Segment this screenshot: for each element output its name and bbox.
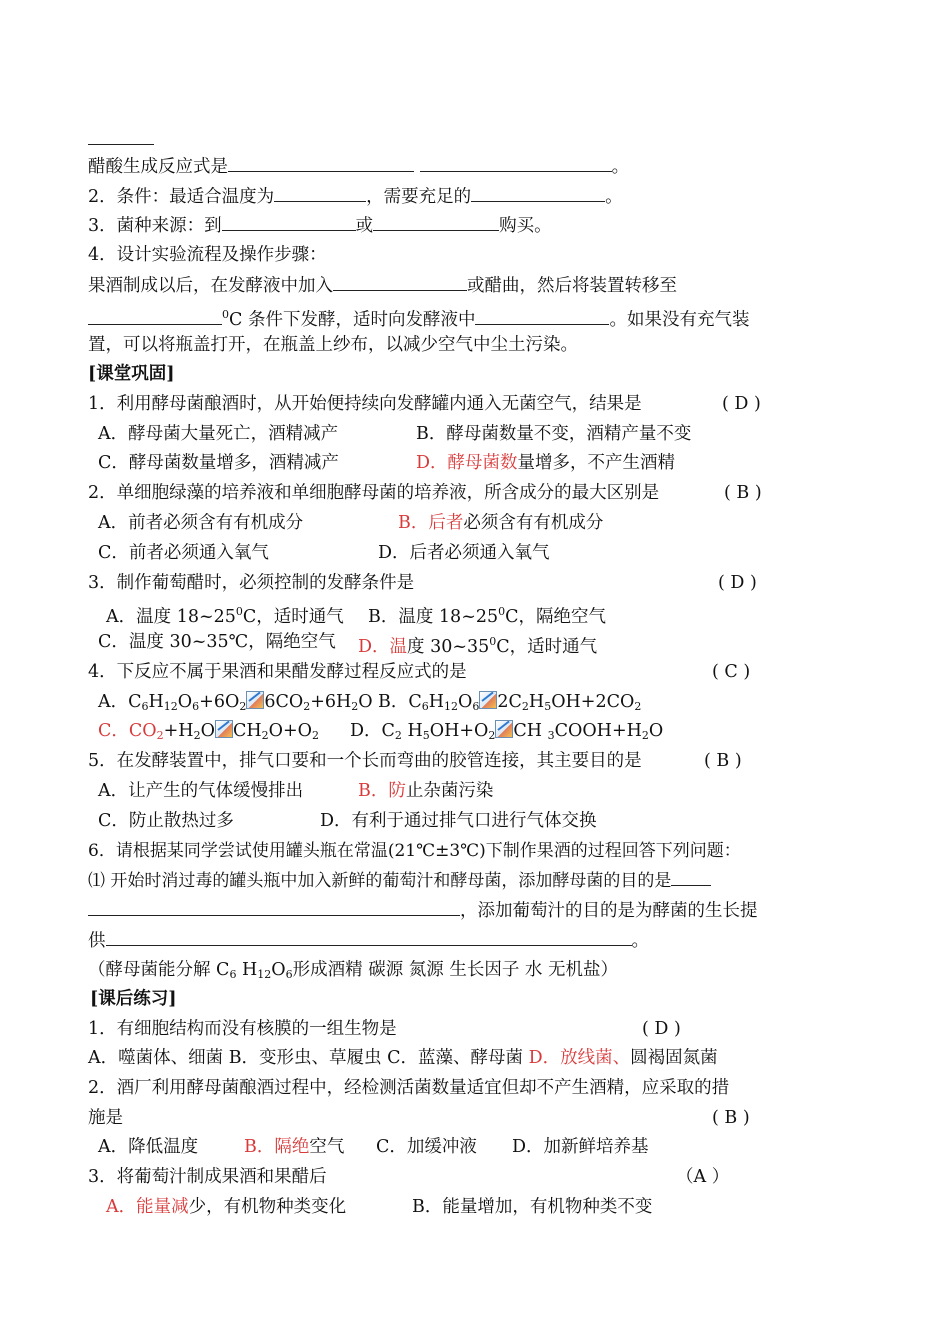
option-c: C．温度 30~35℃，隔绝空气 (98, 632, 336, 652)
option-c: C．加缓冲液 (376, 1137, 477, 1157)
text: C 条件下发酵，适时向发酵液中 (229, 310, 476, 330)
question-stem: 4．下反应不属于果酒和果醋发酵过程反应式的是 (88, 662, 467, 682)
answer-highlight: B．隔绝 (244, 1137, 310, 1157)
text: 。如果没有充气装 (609, 310, 750, 330)
text: 形成酒精 碳源 氮源 生长因子 水 无机盐） (292, 960, 618, 980)
question-stem: 5．在发酵装置中，排气口要和一个长而弯曲的胶管连接，其主要目的是 (88, 751, 642, 771)
blank (222, 212, 356, 231)
option-b: B．能量增加，有机物种类不变 (412, 1197, 653, 1217)
option-d (358, 629, 597, 660)
option-b (358, 778, 493, 804)
question-5 (88, 748, 642, 774)
question-stem: 2．单细胞绿藻的培养液和单细胞酵母菌的培养液，所含成分的最大区别是 (88, 483, 660, 503)
text: 购买。 (499, 216, 552, 236)
text: 置，可以将瓶盖打开，在瓶盖上纱布，以减少空气中尘土污染。 (88, 335, 578, 355)
answer-highlight: D．温 (358, 637, 408, 657)
text: 4．设计实验流程及操作步骤： (88, 245, 327, 265)
text: 果酒制成以后，在发酵液中加入 (88, 276, 333, 296)
option-a (106, 1197, 346, 1217)
blank (228, 153, 414, 172)
question-stem: 2．酒厂利用酵母菌酿酒过程中，经检测活菌数量适宜但却不产生酒精，应采取的措 (88, 1078, 730, 1098)
options-row (98, 718, 664, 744)
answer-note: （酵母菌能分解 $C_6$ $H_{12}O_6$形成酒精 碳源 氮源 生长因子 水 无机盐） (88, 960, 618, 981)
answer-highlight: D．酵母菌数 (416, 453, 518, 473)
blank (671, 867, 711, 886)
blank (475, 306, 609, 325)
text: 圆褐固氮菌 (630, 1048, 718, 1068)
option-c: C．$CO_2+H_2O$ $CH_2O+O_2$ (98, 721, 319, 742)
text-line (88, 242, 327, 268)
fill-line-temperature (88, 302, 749, 328)
answer-mark: ( D ) (642, 1019, 681, 1039)
text: ，添加葡萄汁的目的是为酵菌的生长提 (460, 901, 758, 921)
text: 。 (631, 931, 649, 951)
text: 2．条件：最适合温度为 (88, 187, 275, 207)
reaction-arrow-image-icon (479, 691, 497, 709)
options-row (98, 540, 550, 566)
text: 少，有机物种类变化 (188, 1197, 347, 1217)
text: C，适时通气 (242, 607, 344, 627)
answer-mark: （A ） (676, 1167, 730, 1187)
option-b (244, 1134, 344, 1160)
option-c: C．防止散热过多 (98, 811, 234, 831)
question-stem: 施是 (88, 1108, 123, 1128)
text: 醋酸生成反应式是 (88, 157, 228, 177)
option-a: A．$C_6H_{12}O_6+6O_2$ $6CO_2+6H_2O$ (98, 692, 373, 713)
options-row (98, 421, 692, 447)
option-b (368, 599, 606, 630)
question-1 (88, 391, 642, 417)
options-row (98, 808, 597, 834)
option-a: A．酵母菌大量死亡，酒精减产 (98, 424, 339, 444)
option-b: B．$C_6H_{12}O_6$ $2C_2H_5OH+2CO_2$ (378, 692, 642, 713)
text: 。 (605, 187, 623, 207)
reaction-arrow-image-icon (495, 720, 513, 738)
answer-highlight: A．能量减 (106, 1197, 189, 1217)
fill-line-source (88, 212, 552, 238)
options-row (98, 778, 494, 804)
option-d: D．$C_2$ $H_5OH+O_2$ CH $_3COOH+H_2O$ (350, 721, 664, 742)
text: 必须含有有机成分 (463, 513, 604, 533)
label: C． (98, 721, 129, 741)
exercise-3 (88, 1164, 327, 1190)
section-heading-after-class: [课后练习] (90, 989, 177, 1009)
label: B． (378, 692, 409, 712)
text: 或醋曲，然后将装置转移至 (467, 276, 677, 296)
answer-highlight: C．$CO_2$ (98, 721, 164, 742)
option-c: C．酵母菌数量增多，酒精减产 (98, 453, 339, 473)
answer-highlight: B．防 (358, 781, 406, 801)
option-d (416, 450, 675, 476)
superscript: 0 (489, 635, 497, 648)
question-3 (88, 570, 414, 596)
text: 或 (355, 216, 374, 236)
text: 止杂菌污染 (405, 781, 494, 801)
option-a: A．让产生的气体缓慢排出 (98, 781, 304, 801)
question-6 (88, 838, 741, 864)
answer-mark: ( B ) (712, 1108, 750, 1128)
text: 度 30~35 (407, 637, 490, 657)
fill-line (88, 867, 711, 893)
fill-line-process (88, 272, 677, 298)
question-stem: 3．制作葡萄醋时，必须控制的发酵条件是 (88, 573, 415, 593)
options-row (98, 629, 598, 657)
options-row (98, 510, 604, 536)
text-line (88, 332, 578, 358)
superscript: 0 (235, 605, 243, 618)
blank (106, 927, 632, 946)
fill-line-acetic (88, 153, 629, 179)
blank (88, 897, 460, 916)
blank (471, 183, 605, 202)
blank-line (88, 144, 154, 145)
options-row (98, 450, 676, 476)
answer-mark: ( B ) (724, 483, 762, 503)
options-row (98, 689, 642, 715)
text: ⑴ 开始时消过毒的罐头瓶中加入新鲜的葡萄汁和酵母菌，添加酵母菌的目的是 (88, 871, 672, 891)
superscript: 0 (222, 308, 229, 321)
option-a: A．温度 18~25 (106, 607, 236, 627)
exercise-2 (88, 1075, 729, 1101)
blank (274, 183, 366, 202)
label: A． (98, 692, 129, 712)
question-stem: 6．请根据某同学尝试使用罐头瓶在常温(21℃±3℃)下制作果酒的过程回答下列问题： (88, 841, 741, 861)
option-d: D．加新鲜培养基 (512, 1137, 649, 1157)
section-heading-class: [课堂巩固] (88, 364, 175, 384)
question-2 (88, 480, 659, 506)
options-row (88, 1045, 718, 1071)
question-stem: 3．将葡萄汁制成果酒和果醋后 (88, 1167, 327, 1187)
label: D． (350, 721, 382, 741)
question-stem: 1．利用酵母菌酿酒时，从开始便持续向发酵罐内通入无菌空气，结果是 (88, 394, 642, 414)
blank (373, 212, 499, 231)
text: 量增多，不产生酒精 (517, 453, 676, 473)
superscript: 0 (498, 605, 506, 618)
fill-line (88, 927, 649, 953)
text: （酵母菌能分解 C (88, 960, 230, 980)
answer-mark: ( D ) (722, 394, 761, 414)
text: 3．菌种来源：到 (88, 216, 222, 236)
option-d: D．有利于通过排气口进行气体交换 (320, 811, 597, 831)
options-row (106, 1194, 653, 1220)
blank (333, 272, 467, 291)
blank (88, 306, 222, 325)
blank (420, 153, 612, 172)
option-b (398, 510, 603, 536)
options-row (98, 1134, 649, 1160)
exercise-1 (88, 1016, 397, 1042)
fill-line (88, 897, 758, 923)
question-stem: 1．有细胞结构而没有核膜的一组生物是 (88, 1019, 397, 1039)
reaction-arrow-image-icon (215, 720, 233, 738)
answer-mark: ( C ) (712, 662, 751, 682)
option-d: D．后者必须通入氧气 (378, 543, 550, 563)
text: 空气 (309, 1137, 345, 1157)
fill-line-conditions (88, 183, 623, 209)
option-b: B．酵母菌数量不变，酒精产量不变 (416, 424, 692, 444)
exercise-2-cont (88, 1105, 123, 1131)
question-4 (88, 659, 467, 685)
text: B．温度 18~25 (368, 607, 499, 627)
reaction-arrow-image-icon (246, 691, 264, 709)
options-abc: A．噬菌体、细菌 B．变形虫、草履虫 C．蓝藻、酵母菌 (88, 1048, 529, 1068)
text: 。 (611, 157, 630, 177)
text: 供 (88, 931, 106, 951)
text: C，适时通气 (496, 637, 598, 657)
text: C，隔绝空气 (505, 607, 607, 627)
option-c: C．前者必须通入氧气 (98, 543, 269, 563)
answer-highlight: B．后者 (398, 513, 464, 533)
answer-mark: ( D ) (718, 573, 757, 593)
answer-highlight: D．放线菌、 (528, 1048, 631, 1068)
answer-mark: ( B ) (704, 751, 742, 771)
text: ，需要充足的 (366, 187, 472, 207)
option-a: A．前者必须含有有机成分 (98, 513, 304, 533)
option-a: A．降低温度 (98, 1137, 199, 1157)
